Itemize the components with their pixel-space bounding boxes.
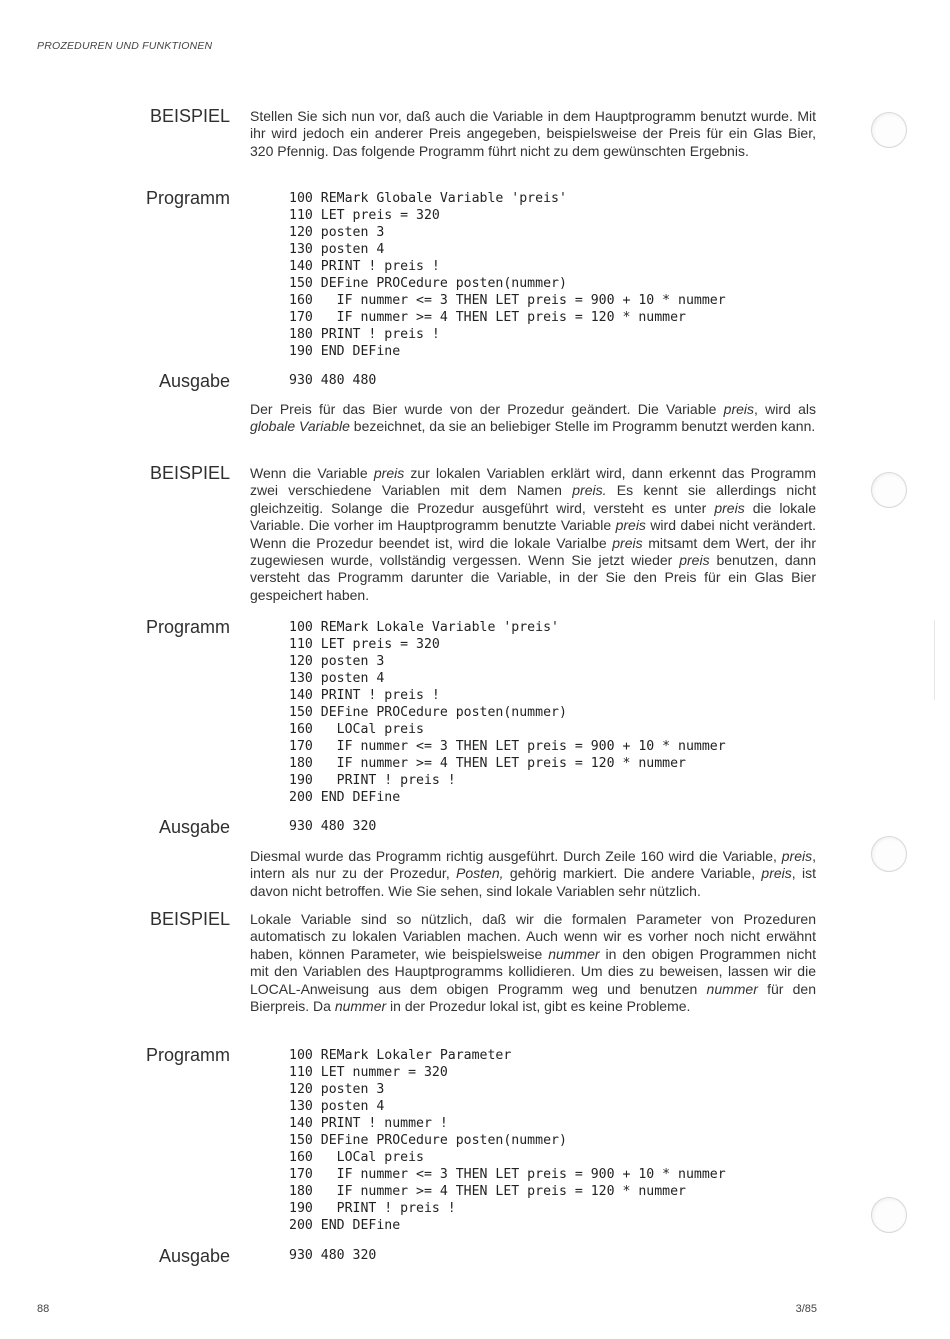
punch-hole bbox=[871, 836, 907, 872]
intro-paragraph: Wenn die Variable preis zur lokalen Variablen erklärt wird, dann erkennt das Programm zwei verschiedene Variablen mit dem Namen preis. Es kennt sie allerdings nicht gleichzeitig. Solange die Prozedur ausgeführt wird, versteht es unter preis die lokale Variable. Die vorher im Hauptprogramm benutzte Variable preis wird dabei nicht verändert. Wenn die Prozedur beendet ist, wird die lokale Varialbe preis mitsamt dem Wert, der ihr zugewiesen wurde, vollständig vergessen. Wenn Sie jetzt wieder preis benutzen, dann versteht das Programm darunter die Variable, in der Sie den Preis für ein Glas Bier gespeichert haben. bbox=[250, 465, 817, 603]
code-line: 160 LOCal preis bbox=[289, 722, 424, 737]
code-line: 150 DEFine PROCedure posten(nummer) bbox=[289, 705, 567, 720]
output-label: Ausgabe bbox=[158, 371, 230, 391]
code-line: 180 IF nummer >= 4 THEN LET preis = 120 * nummer bbox=[289, 1184, 686, 1199]
code-line: 200 END DEFine bbox=[289, 1218, 401, 1233]
code-line: 160 IF nummer <= 3 THEN LET preis = 900 + 10 * nummer bbox=[289, 293, 726, 308]
punch-hole bbox=[871, 112, 907, 148]
code-line: 140 PRINT ! preis ! bbox=[289, 688, 440, 703]
explanation-paragraph: Der Preis für das Bier wurde von der Prozedur geändert. Die Variable preis, wird als globale Variable bezeichnet, da sie an beliebiger Stelle im Programm benutzt werden kann. bbox=[250, 401, 816, 435]
code-line: 150 DEFine PROCedure posten(nummer) bbox=[289, 1133, 567, 1148]
code-line: 130 posten 4 bbox=[289, 242, 385, 257]
output-label: Ausgabe bbox=[158, 817, 230, 837]
code-listing bbox=[289, 190, 726, 360]
example-label: BEISPIEL bbox=[149, 909, 230, 929]
code-line: 200 END DEFine bbox=[289, 790, 401, 805]
code-line: 130 posten 4 bbox=[289, 1099, 385, 1114]
intro-paragraph: Lokale Variable sind so nützlich, daß wir die formalen Parameter von Prozeduren automatisch zu lokalen Variablen machen. Auch wenn wir es vorher noch nicht erwähnt haben, können Parameter, wie beispielsweise nummer in den obigen Programmen nicht mit den Variablen des Hauptprogramms kollidieren. Um dies zu beweisen, lassen wir die LOCAL-Anweisung aus dem obigen Programm weg und benutzen nummer für den Bierpreis. Da nummer in der Prozedur lokal ist, gibt es keine Probleme. bbox=[250, 911, 817, 1015]
code-line: 180 IF nummer >= 4 THEN LET preis = 120 * nummer bbox=[289, 756, 686, 771]
code-line: 120 posten 3 bbox=[289, 225, 385, 240]
code-line: 190 END DEFine bbox=[289, 344, 401, 359]
program-label: Programm bbox=[145, 617, 230, 637]
program-label: Programm bbox=[145, 188, 230, 208]
code-line: 100 REMark Lokale Variable 'preis' bbox=[289, 620, 559, 635]
code-line: 120 posten 3 bbox=[289, 1082, 385, 1097]
intro-paragraph: Stellen Sie sich nun vor, daß auch die Variable in dem Hauptprogramm benutzt wurde. Mit ihr wird jedoch ein anderer Preis angegeben, beispielsweise der Preis für ein Glas Bier, 320 Pfennig. Das folgende Programm führt nicht zu dem gewünschten Ergebnis. bbox=[250, 108, 816, 159]
code-line: 130 posten 4 bbox=[289, 671, 385, 686]
code-line: 110 LET nummer = 320 bbox=[289, 1065, 448, 1080]
code-line: 180 PRINT ! preis ! bbox=[289, 327, 440, 342]
code-listing bbox=[289, 619, 726, 806]
code-line: 140 PRINT ! preis ! bbox=[289, 259, 440, 274]
output-label: Ausgabe bbox=[158, 1246, 230, 1266]
code-line: 170 IF nummer <= 3 THEN LET preis = 900 + 10 * nummer bbox=[289, 1167, 726, 1182]
edition-date: 3/85 bbox=[795, 1303, 817, 1315]
code-line: 140 PRINT ! nummer ! bbox=[289, 1116, 448, 1131]
code-line: 170 IF nummer <= 3 THEN LET preis = 900 + 10 * nummer bbox=[289, 739, 726, 754]
code-line: 190 PRINT ! preis ! bbox=[289, 773, 456, 788]
code-line: 110 LET preis = 320 bbox=[289, 637, 440, 652]
code-line: 150 DEFine PROCedure posten(nummer) bbox=[289, 276, 567, 291]
code-listing bbox=[289, 1047, 726, 1234]
explanation-paragraph: Diesmal wurde das Programm richtig ausgeführt. Durch Zeile 160 wird die Variable, preis, intern als nur zu der Prozedur, Posten, gehörig markiert. Die andere Variable, preis, ist davon nicht betroffen. Wie Sie sehen, sind lokale Variablen sehr nützlich. bbox=[250, 848, 816, 899]
punch-hole bbox=[871, 472, 907, 508]
code-line: 160 LOCal preis bbox=[289, 1150, 424, 1165]
example-label: BEISPIEL bbox=[149, 463, 230, 483]
code-line: 120 posten 3 bbox=[289, 654, 385, 669]
code-line: 100 REMark Globale Variable 'preis' bbox=[289, 191, 567, 206]
program-output: 930 480 480 bbox=[289, 373, 377, 388]
punch-hole bbox=[871, 1197, 907, 1233]
code-line: 100 REMark Lokaler Parameter bbox=[289, 1048, 512, 1063]
code-line: 110 LET preis = 320 bbox=[289, 208, 440, 223]
running-title: PROZEDUREN UND FUNKTIONEN bbox=[37, 40, 213, 52]
page-edge-shadow bbox=[934, 620, 935, 700]
program-output: 930 480 320 bbox=[289, 1248, 377, 1263]
example-label: BEISPIEL bbox=[149, 106, 230, 126]
page-number: 88 bbox=[37, 1303, 50, 1315]
program-output: 930 480 320 bbox=[289, 819, 377, 834]
program-label: Programm bbox=[145, 1045, 230, 1065]
code-line: 170 IF nummer >= 4 THEN LET preis = 120 * nummer bbox=[289, 310, 686, 325]
code-line: 190 PRINT ! preis ! bbox=[289, 1201, 456, 1216]
